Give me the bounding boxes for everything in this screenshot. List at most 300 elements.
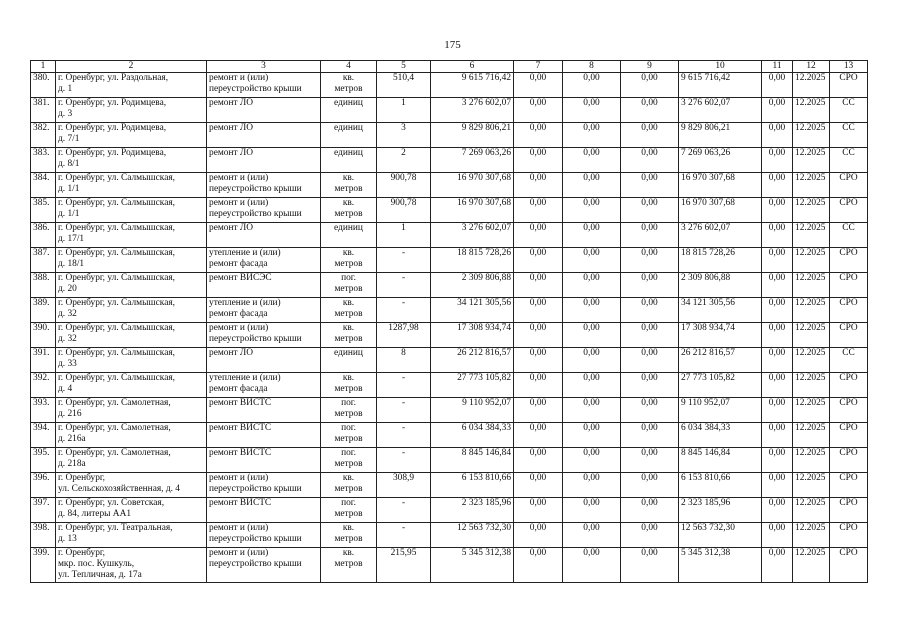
quantity-cell: - [377,423,431,448]
work-type-cell [207,173,321,198]
completion-date-cell: 12.2025 [793,498,830,523]
work-type-line: ремонт и (или) [209,523,269,533]
value-cell: 0,00 [514,473,563,498]
unit-line: пог. [341,448,356,458]
value-cell: 0,00 [762,198,793,223]
value-cell: 0,00 [563,173,621,198]
method-cell: СРО [830,548,868,583]
value-cell: 0,00 [514,373,563,398]
address-line: г. Оренбург, ул. Салмышская, [58,173,176,183]
work-type-line: переустройство крыши [209,183,302,194]
table-row [31,498,868,523]
unit-line: метров [334,558,363,569]
method-cell: СРО [830,423,868,448]
quantity-cell: 1287,98 [377,323,431,348]
unit-line: кв. [342,473,355,483]
regional-fund-cell: 2 323 185,96 [679,498,762,523]
unit-line: метров [334,183,363,194]
address-line: ул. Тепличная, д. 17а [58,569,142,580]
value-cell: 0,00 [563,198,621,223]
completion-date-cell: 12.2025 [793,148,830,173]
row-number-cell: 386. [31,223,56,248]
value-cell: 0,00 [621,423,679,448]
value-cell: 0,00 [514,98,563,123]
address-line: д. 1/1 [58,208,80,219]
work-type-line: ремонт ВИСЭС [209,273,272,283]
method-cell: СРО [830,373,868,398]
table-row [31,473,868,498]
value-cell: 0,00 [621,73,679,98]
table-row [31,73,868,98]
regional-fund-cell: 16 970 307,68 [679,198,762,223]
method-cell: СРО [830,73,868,98]
address-cell [56,448,207,473]
address-line: д. 7/1 [58,133,80,144]
address-line: г. Оренбург, ул. Салмышская, [58,298,176,308]
address-line: д. 216 [58,408,82,419]
column-header: 4 [321,61,377,73]
column-header: 5 [377,61,431,73]
unit-cell [321,498,377,523]
total-cost-cell: 9 110 952,07 [431,398,514,423]
completion-date-cell: 12.2025 [793,223,830,248]
value-cell: 0,00 [514,273,563,298]
address-cell [56,198,207,223]
value-cell: 0,00 [514,223,563,248]
quantity-cell: - [377,273,431,298]
work-type-line: ремонт и (или) [209,323,269,333]
address-line: д. 216а [58,433,86,444]
row-number-cell: 391. [31,348,56,373]
address-line: г. Оренбург, ул. Самолетная, [58,448,171,458]
value-cell: 0,00 [762,423,793,448]
work-type-cell [207,448,321,473]
value-cell: 0,00 [563,273,621,298]
completion-date-cell: 12.2025 [793,73,830,98]
work-type-cell [207,473,321,498]
address-cell [56,173,207,198]
row-number-cell: 387. [31,248,56,273]
value-cell: 0,00 [514,448,563,473]
row-number-cell: 397. [31,498,56,523]
work-type-line: ремонт и (или) [209,473,269,483]
table-row [31,548,868,583]
quantity-cell: 900,78 [377,173,431,198]
work-type-cell [207,148,321,173]
quantity-cell: - [377,248,431,273]
work-type-line: ремонт и (или) [209,548,269,558]
table-row [31,523,868,548]
row-number-cell: 393. [31,398,56,423]
completion-date-cell: 12.2025 [793,98,830,123]
address-line: д. 17/1 [58,233,85,244]
completion-date-cell: 12.2025 [793,423,830,448]
value-cell: 0,00 [563,98,621,123]
row-number-cell: 384. [31,173,56,198]
address-line: г. Оренбург, ул. Салмышская, [58,373,176,383]
column-header: 12 [793,61,830,73]
address-cell [56,473,207,498]
unit-line: метров [334,83,363,94]
work-type-line: переустройство крыши [209,208,302,219]
address-cell [56,423,207,448]
work-type-line: ремонт ЛО [209,123,254,133]
total-cost-cell: 8 845 146,84 [431,448,514,473]
value-cell: 0,00 [762,473,793,498]
value-cell: 0,00 [762,273,793,298]
value-cell: 0,00 [563,473,621,498]
address-cell [56,498,207,523]
unit-cell [321,198,377,223]
address-line: д. 20 [58,283,77,294]
column-header: 10 [679,61,762,73]
regional-fund-cell: 26 212 816,57 [679,348,762,373]
column-header: 7 [514,61,563,73]
work-type-line: ремонт фасада [209,258,268,269]
row-number-cell: 385. [31,198,56,223]
unit-cell [321,273,377,298]
value-cell: 0,00 [762,548,793,583]
table-row [31,148,868,173]
value-cell: 0,00 [762,348,793,373]
total-cost-cell: 6 034 384,33 [431,423,514,448]
address-line: г. Оренбург, ул. Салмышская, [58,223,176,233]
value-cell: 0,00 [762,173,793,198]
value-cell: 0,00 [563,448,621,473]
table-row [31,323,868,348]
address-line: мкр. пос. Кушкуль, [58,558,135,569]
unit-line: кв. [342,298,355,308]
total-cost-cell: 17 308 934,74 [431,323,514,348]
regional-fund-cell: 6 153 810,66 [679,473,762,498]
completion-date-cell: 12.2025 [793,548,830,583]
quantity-cell: - [377,523,431,548]
row-number-cell: 390. [31,323,56,348]
regional-fund-cell: 8 845 146,84 [679,448,762,473]
method-cell: СРО [830,523,868,548]
address-line: д. 218а [58,458,86,469]
value-cell: 0,00 [621,348,679,373]
completion-date-cell: 12.2025 [793,248,830,273]
unit-cell [321,223,377,248]
value-cell: 0,00 [621,148,679,173]
unit-line: метров [334,333,363,344]
completion-date-cell: 12.2025 [793,173,830,198]
address-cell [56,373,207,398]
work-type-line: переустройство крыши [209,333,302,344]
work-type-line: ремонт ВИСТС [209,498,272,508]
completion-date-cell: 12.2025 [793,473,830,498]
value-cell: 0,00 [514,423,563,448]
regional-fund-cell: 9 615 716,42 [679,73,762,98]
unit-line: кв. [342,173,355,183]
work-type-cell [207,73,321,98]
method-cell: СРО [830,473,868,498]
column-header: 1 [31,61,56,73]
value-cell: 0,00 [563,423,621,448]
work-type-line: ремонт ЛО [209,98,254,108]
value-cell: 0,00 [514,123,563,148]
total-cost-cell: 26 212 816,57 [431,348,514,373]
unit-line: метров [334,408,363,419]
quantity-cell: 510,4 [377,73,431,98]
quantity-cell: 308,9 [377,473,431,498]
regional-fund-cell: 6 034 384,33 [679,423,762,448]
unit-cell [321,423,377,448]
row-number-cell: 398. [31,523,56,548]
value-cell: 0,00 [621,523,679,548]
value-cell: 0,00 [514,548,563,583]
unit-line: кв. [342,248,355,258]
value-cell: 0,00 [762,398,793,423]
work-type-line: переустройство крыши [209,83,302,94]
unit-line: метров [334,433,363,444]
unit-cell [321,398,377,423]
unit-cell [321,173,377,198]
table-row [31,198,868,223]
address-line: д. 3 [58,108,73,119]
quantity-cell: 8 [377,348,431,373]
unit-cell [321,298,377,323]
work-type-line: ремонт и (или) [209,173,269,183]
value-cell: 0,00 [563,548,621,583]
work-type-line: ремонт ВИСТС [209,448,272,458]
address-cell [56,523,207,548]
value-cell: 0,00 [563,323,621,348]
column-header: 8 [563,61,621,73]
value-cell: 0,00 [621,248,679,273]
work-type-line: переустройство крыши [209,558,302,569]
value-cell: 0,00 [762,373,793,398]
value-cell: 0,00 [762,448,793,473]
address-cell [56,73,207,98]
work-type-cell [207,398,321,423]
value-cell: 0,00 [563,123,621,148]
regional-fund-cell: 2 309 806,88 [679,273,762,298]
work-type-cell [207,523,321,548]
work-type-line: ремонт ВИСТС [209,398,272,408]
row-number-cell: 395. [31,448,56,473]
method-cell: СС [830,148,868,173]
value-cell: 0,00 [514,173,563,198]
completion-date-cell: 12.2025 [793,123,830,148]
completion-date-cell: 12.2025 [793,348,830,373]
row-number-cell: 399. [31,548,56,583]
completion-date-cell: 12.2025 [793,448,830,473]
total-cost-cell: 2 323 185,96 [431,498,514,523]
value-cell: 0,00 [621,173,679,198]
completion-date-cell: 12.2025 [793,198,830,223]
unit-line: кв. [342,323,355,333]
value-cell: 0,00 [563,248,621,273]
quantity-cell: 2 [377,148,431,173]
unit-line: единиц [334,223,363,233]
work-type-cell [207,123,321,148]
unit-line: единиц [334,98,363,108]
row-number-cell: 381. [31,98,56,123]
unit-line: метров [334,483,363,494]
value-cell: 0,00 [621,498,679,523]
column-header: 11 [762,61,793,73]
row-number-cell: 396. [31,473,56,498]
value-cell: 0,00 [514,398,563,423]
column-header: 2 [56,61,207,73]
regional-fund-cell: 9 829 806,21 [679,123,762,148]
work-type-cell [207,323,321,348]
address-line: г. Оренбург, ул. Самолетная, [58,423,171,433]
column-number-row [31,61,868,73]
work-type-line: ремонт и (или) [209,198,269,208]
value-cell: 0,00 [621,273,679,298]
table-row [31,398,868,423]
method-cell: СС [830,348,868,373]
unit-cell [321,523,377,548]
regional-fund-cell: 9 110 952,07 [679,398,762,423]
table-row [31,98,868,123]
address-line: г. Оренбург, ул. Самолетная, [58,398,171,408]
address-line: г. Оренбург, ул. Раздольная, [58,73,169,83]
address-line: г. Оренбург, ул. Салмышская, [58,323,176,333]
work-type-line: ремонт фасада [209,308,268,319]
regional-fund-cell: 3 276 602,07 [679,98,762,123]
unit-line: пог. [341,398,356,408]
method-cell: СРО [830,323,868,348]
address-cell [56,298,207,323]
address-line: г. Оренбург, ул. Салмышская, [58,198,176,208]
value-cell: 0,00 [621,223,679,248]
unit-line: единиц [334,123,363,133]
address-cell [56,248,207,273]
total-cost-cell: 27 773 105,82 [431,373,514,398]
unit-cell [321,123,377,148]
unit-line: единиц [334,148,363,158]
row-number-cell: 382. [31,123,56,148]
table-row [31,223,868,248]
value-cell: 0,00 [621,373,679,398]
work-type-line: утепление и (или) [209,248,281,258]
unit-cell [321,323,377,348]
value-cell: 0,00 [563,148,621,173]
value-cell: 0,00 [563,523,621,548]
value-cell: 0,00 [514,323,563,348]
work-type-line: переустройство крыши [209,533,302,544]
address-line: г. Оренбург, ул. Театральная, [58,523,173,533]
quantity-cell: - [377,448,431,473]
column-header: 9 [621,61,679,73]
unit-line: кв. [342,523,355,533]
total-cost-cell: 7 269 063,26 [431,148,514,173]
work-type-line: ремонт ВИСТС [209,423,272,433]
total-cost-cell: 34 121 305,56 [431,298,514,323]
method-cell: СРО [830,248,868,273]
quantity-cell: 1 [377,98,431,123]
table-row [31,373,868,398]
method-cell: СРО [830,273,868,298]
address-line: г. Оренбург, ул. Родимцева, [58,148,167,158]
value-cell: 0,00 [762,248,793,273]
unit-cell [321,373,377,398]
total-cost-cell: 18 815 728,26 [431,248,514,273]
address-cell [56,273,207,298]
repair-plan-table [30,60,868,583]
work-type-line: ремонт и (или) [209,73,269,83]
value-cell: 0,00 [621,548,679,583]
regional-fund-cell: 16 970 307,68 [679,173,762,198]
work-type-cell [207,498,321,523]
value-cell: 0,00 [514,348,563,373]
address-line: д. 18/1 [58,258,85,269]
address-cell [56,148,207,173]
value-cell: 0,00 [762,498,793,523]
value-cell: 0,00 [514,498,563,523]
address-line: г. Оренбург, ул. Салмышская, [58,348,176,358]
row-number-cell: 392. [31,373,56,398]
value-cell: 0,00 [621,298,679,323]
quantity-cell: 3 [377,123,431,148]
value-cell: 0,00 [563,223,621,248]
total-cost-cell: 3 276 602,07 [431,98,514,123]
value-cell: 0,00 [563,498,621,523]
quantity-cell: - [377,298,431,323]
regional-fund-cell: 34 121 305,56 [679,298,762,323]
completion-date-cell: 12.2025 [793,398,830,423]
total-cost-cell: 5 345 312,38 [431,548,514,583]
unit-line: метров [334,508,363,519]
completion-date-cell: 12.2025 [793,273,830,298]
total-cost-cell: 3 276 602,07 [431,223,514,248]
work-type-cell [207,298,321,323]
work-type-cell [207,223,321,248]
method-cell: СС [830,223,868,248]
table-row [31,173,868,198]
address-line: д. 1 [58,83,73,94]
column-header: 6 [431,61,514,73]
unit-line: метров [334,208,363,219]
unit-cell [321,473,377,498]
address-line: г. Оренбург, ул. Советская, [58,498,165,508]
method-cell: СРО [830,398,868,423]
work-type-line: ремонт фасада [209,383,268,394]
address-line: д. 1/1 [58,183,80,194]
work-type-cell [207,273,321,298]
total-cost-cell: 16 970 307,68 [431,173,514,198]
total-cost-cell: 12 563 732,30 [431,523,514,548]
regional-fund-cell: 3 276 602,07 [679,223,762,248]
quantity-cell: 900,78 [377,198,431,223]
value-cell: 0,00 [621,473,679,498]
work-type-line: ремонт ЛО [209,148,254,158]
regional-fund-cell: 27 773 105,82 [679,373,762,398]
work-type-cell [207,423,321,448]
value-cell: 0,00 [762,298,793,323]
quantity-cell: - [377,498,431,523]
value-cell: 0,00 [762,98,793,123]
unit-line: метров [334,383,363,394]
table-body [31,73,868,583]
method-cell: СРО [830,498,868,523]
table-row [31,248,868,273]
address-line: г. Оренбург, ул. Салмышская, [58,273,176,283]
value-cell: 0,00 [514,198,563,223]
completion-date-cell: 12.2025 [793,323,830,348]
completion-date-cell: 12.2025 [793,373,830,398]
unit-line: пог. [341,423,356,433]
unit-cell [321,98,377,123]
address-line: г. Оренбург, [58,548,106,558]
unit-cell [321,448,377,473]
value-cell: 0,00 [762,523,793,548]
address-line: д. 13 [58,533,77,544]
